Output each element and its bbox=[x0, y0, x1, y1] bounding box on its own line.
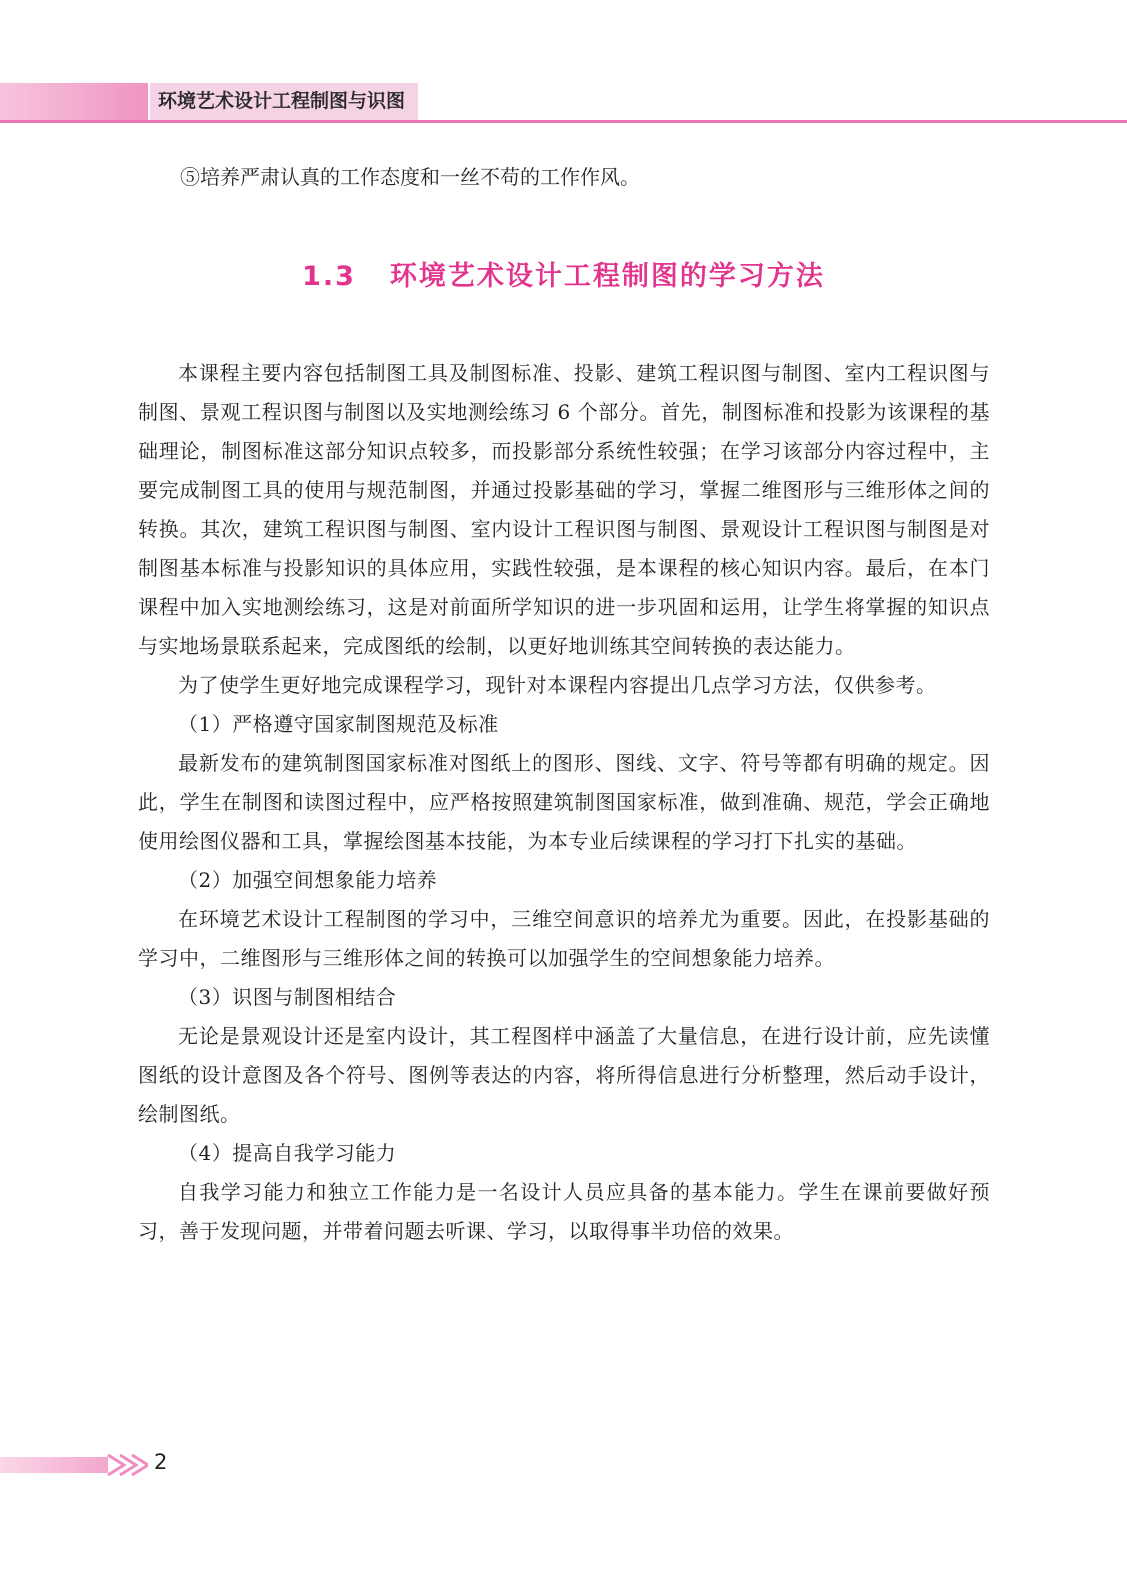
subheading-1: （1）严格遵守国家制图规范及标准 bbox=[178, 712, 499, 736]
subheading-4: （4）提高自我学习能力 bbox=[178, 1141, 397, 1165]
header-decor-band bbox=[0, 83, 148, 120]
page-number: 2 bbox=[154, 1450, 168, 1474]
header-rule-line bbox=[0, 120, 1127, 123]
intro-list-item: ⑤培养严肃认真的工作态度和一丝不苟的工作作风。 bbox=[180, 165, 640, 189]
paragraph-methods-intro: 为了使学生更好地完成课程学习，现针对本课程内容提出几点学习方法，仅供参考。 bbox=[178, 673, 937, 697]
paragraph-overview: 本课程主要内容包括制图工具及制图标准、投影、建筑工程识图与制图、室内工程识图与制图、景观工程识图与制图以及实地测绘练习 6 个部分。首先，制图标准和投影为该课程的基础理论，制图标准这部分知识点较多，而投影部分系统性较强；在学习该部分内容过程中，主要完成制图工具的使用与规范制图，并通过投影基础的学习，掌握二维图形与三维形体之间的转换。其次，建筑工程识图与制图、室内设计工程识图与制图、景观设计工程识图与制图是对制图基本标准与投影知识的具体应用，实践性较强，是本课程的核心知识内容。最后，在本门课程中加入实地测绘练习，这是对前面所学知识的进一步巩固和运用，让学生将掌握的知识点与实地场景联系起来，完成图纸的绘制，以更好地训练其空间转换的表达能力。 bbox=[138, 361, 990, 658]
paragraph-1: 最新发布的建筑制图国家标准对图纸上的图形、图线、文字、符号等都有明确的规定。因此，学生在制图和读图过程中，应严格按照建筑制图国家标准，做到准确、规范，学会正确地使用绘图仪器和工具，掌握绘图基本技能，为本专业后续课程的学习打下扎实的基础。 bbox=[138, 751, 990, 853]
running-header-title: 环境艺术设计工程制图与识图 bbox=[150, 83, 418, 120]
footer-decor-band bbox=[0, 1457, 108, 1473]
section-number: 1.3 bbox=[302, 261, 356, 292]
chevron-right-icon bbox=[106, 1452, 148, 1478]
body-content bbox=[138, 354, 990, 1251]
paragraph-3: 无论是景观设计还是室内设计，其工程图样中涵盖了大量信息，在进行设计前，应先读懂图纸的设计意图及各个符号、图例等表达的内容，将所得信息进行分析整理，然后动手设计，绘制图纸。 bbox=[138, 1024, 990, 1126]
subheading-2: （2）加强空间想象能力培养 bbox=[178, 868, 438, 892]
subheading-3: （3）识图与制图相结合 bbox=[178, 985, 397, 1009]
paragraph-4: 自我学习能力和独立工作能力是一名设计人员应具备的基本能力。学生在课前要做好预习，善于发现问题，并带着问题去听课、学习，以取得事半功倍的效果。 bbox=[138, 1180, 990, 1243]
paragraph-2: 在环境艺术设计工程制图的学习中，三维空间意识的培养尤为重要。因此，在投影基础的学习中，二维图形与三维形体之间的转换可以加强学生的空间想象能力培养。 bbox=[138, 907, 990, 970]
section-heading bbox=[0, 254, 1127, 293]
section-title-text: 环境艺术设计工程制图的学习方法 bbox=[389, 261, 825, 292]
